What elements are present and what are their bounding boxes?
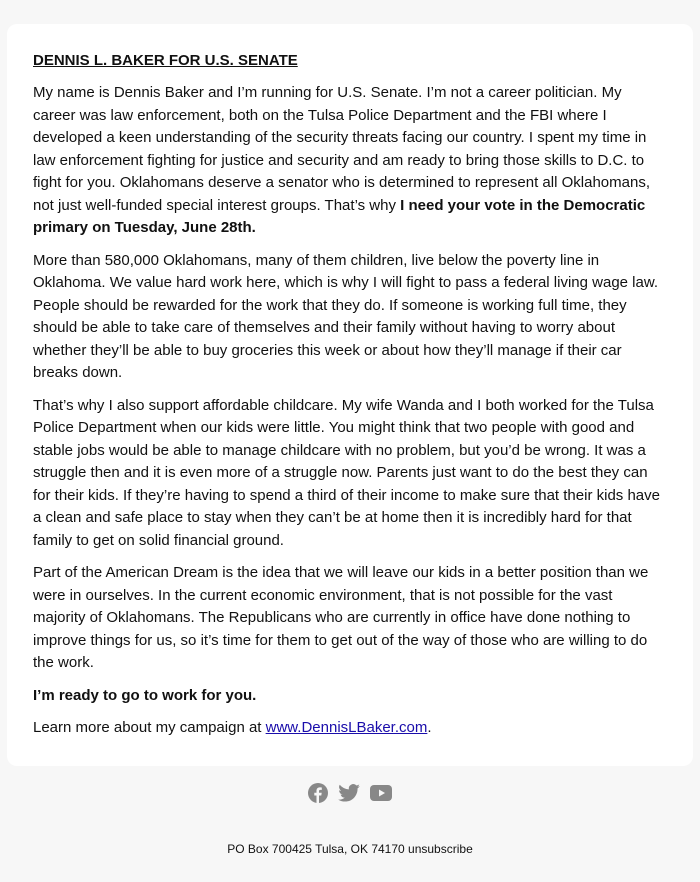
paragraph-ready bbox=[33, 685, 665, 708]
paragraph-childcare: That’s why I also support affordable childcare. My wife Wanda and I both worked for the Tulsa Police Department when our kids were little. You might think that two people with good and stable jobs would be able to manage childcare with no problem, but you’d be wrong. It was a struggle then and it is even more of a struggle now. Parents just want to do the best they can for their kids. If they’re having to spend a third of their income to make sure that their kids have a clean and safe place to stay when they can’t be at home then it is incredibly hard for that family to get on solid financial ground. bbox=[33, 396, 660, 549]
ready-text: I’m ready to go to work for you. bbox=[33, 686, 257, 704]
twitter-icon[interactable] bbox=[338, 784, 360, 807]
footer bbox=[0, 842, 700, 856]
paragraph-intro bbox=[33, 82, 665, 240]
paragraph-dream: Part of the American Dream is the idea that we will leave our kids in a better position than we were in ourselves. In the current economic environment, that is not possible for the vast majority of Oklahomans. The Republicans who are currently in office have done nothing to improve things for us, so it’s time for them to get out of the way of those who are willing to do the work. bbox=[33, 564, 649, 671]
paragraph-wage: More than 580,000 Oklahomans, many of them children, live below the poverty line in Oklahoma. We value hard work here, which is why I will fight to pass a federal living wage law. People should be rewarded for the work that they do. If someone is working full time, they should be able to take care of themselves and their family without having to worry about whether they’ll be able to buy groceries this week or about how they’ll manage if their car breaks down. bbox=[33, 251, 659, 381]
email-body bbox=[33, 50, 665, 750]
intro-text: My name is Dennis Baker and I’m running for U.S. Senate. I’m not a career politician. My career was law enforcement, both on the Tulsa Police Department and the FBI where I developed a keen understanding of the security threats facing our country. I spent my time in law enforcement fighting for justice and security and am ready to bring those skills to D.C. to fight for you. Oklahomans deserve a senator who is determined to represent all Oklahomans, not just well-funded special interest groups. That’s why bbox=[33, 84, 650, 214]
email-card bbox=[7, 24, 693, 766]
social-links bbox=[0, 783, 700, 808]
heading: DENNIS L. BAKER FOR U.S. SENATE bbox=[33, 52, 298, 69]
intro-bold-text: I need your vote in the Democratic primary on Tuesday, June 28th. bbox=[33, 196, 646, 236]
unsubscribe-link[interactable]: unsubscribe bbox=[408, 842, 473, 856]
period: . bbox=[427, 719, 432, 736]
website-link[interactable]: www.DennisLBaker.com bbox=[265, 719, 428, 736]
youtube-icon[interactable] bbox=[370, 785, 392, 806]
paragraph-learn-more bbox=[33, 717, 665, 740]
learn-more-text: Learn more about my campaign at bbox=[33, 719, 266, 736]
footer-address: PO Box 700425 Tulsa, OK 74170 bbox=[227, 842, 405, 856]
facebook-icon[interactable] bbox=[308, 783, 328, 808]
